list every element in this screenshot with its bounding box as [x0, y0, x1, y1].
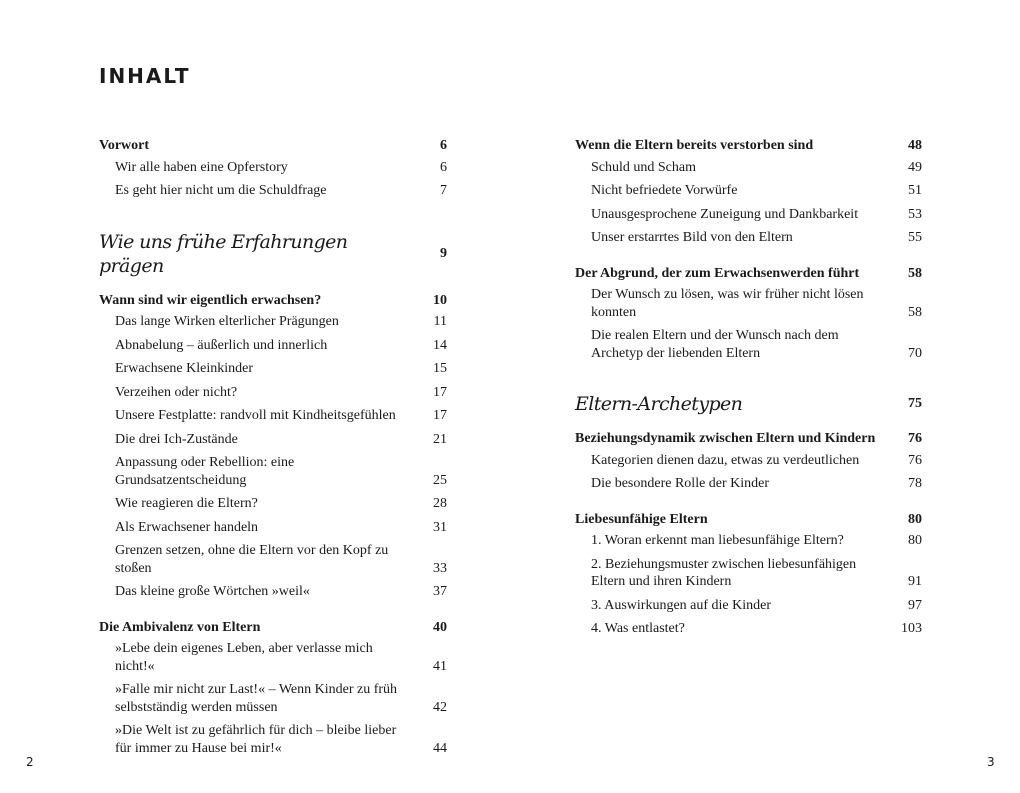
toc-entry: [99, 454, 447, 489]
toc-entry: [99, 384, 447, 402]
toc-entry-title: »Die Welt ist zu gefährlich für dich – bleibe lieber für immer zu Hause bei mir!«: [115, 723, 397, 756]
toc-chapter: [99, 619, 447, 637]
page-number-right: 3: [987, 755, 995, 769]
toc-entry: [575, 532, 922, 550]
toc-entry-page: 28: [433, 496, 447, 511]
toc-chapter: [575, 511, 922, 529]
toc-entry-title: »Lebe dein eigenes Leben, aber verlasse mich nicht!«: [115, 641, 373, 674]
page-title: INHALT: [99, 64, 191, 88]
toc-entry-title: Die besondere Rolle der Kinder: [591, 476, 770, 491]
toc-entry-page: 42: [433, 699, 447, 715]
toc-entry-title: »Falle mir nicht zur Last!« – Wenn Kinder zu früh selbstständig werden müssen: [115, 682, 398, 715]
toc-entry-page: 80: [908, 511, 922, 527]
toc-entry-page: 37: [433, 584, 447, 599]
toc-entry: [575, 159, 922, 177]
toc-entry-page: 44: [433, 740, 447, 756]
toc-entry: [575, 206, 922, 224]
toc-entry: [575, 556, 922, 591]
toc-part-heading: [575, 392, 922, 416]
toc-entry-page: 6: [440, 159, 447, 175]
toc-entry-page: 40: [433, 619, 447, 635]
toc-part-heading: [99, 230, 447, 278]
toc-entry-title: Die drei Ich-Zustände: [115, 431, 238, 447]
toc-entry-page: 7: [440, 183, 447, 198]
toc-entry-page: 58: [908, 265, 922, 281]
toc-entry: [99, 431, 447, 449]
toc-entry-title: Das kleine große Wörtchen »weil«: [115, 584, 310, 599]
toc-entry-page: 97: [908, 597, 922, 613]
toc-entry-title: Beziehungsdynamik zwischen Eltern und Kindern: [575, 431, 876, 446]
toc-entry-page: 41: [433, 658, 447, 674]
toc-entry-page: 103: [901, 621, 922, 636]
toc-entry-page: 51: [908, 183, 922, 198]
toc-entry-title: Eltern-Archetypen: [575, 393, 743, 415]
toc-entry-title: Unser erstarrtes Bild von den Eltern: [591, 230, 793, 245]
toc-entry-title: Anpassung oder Rebellion: eine Grundsatzentscheidung: [115, 455, 295, 488]
toc-entry-title: Verzeihen oder nicht?: [115, 384, 238, 400]
toc-chapter: [575, 430, 922, 448]
toc-entry-page: 15: [433, 361, 447, 376]
toc-entry: [575, 452, 922, 470]
toc-entry-title: Wir alle haben eine Opferstory: [115, 159, 288, 175]
toc-entry-page: 25: [433, 472, 447, 488]
toc-entry-title: Wie reagieren die Eltern?: [115, 496, 258, 511]
toc-entry-page: 78: [908, 476, 922, 491]
toc-entry-title: 1. Woran erkennt man liebesunfähige Eltern?: [591, 533, 844, 548]
toc-entry-page: 91: [908, 574, 922, 589]
toc-entry-page: 76: [908, 431, 922, 446]
toc-entry: [99, 313, 447, 331]
toc-entry-title: Der Abgrund, der zum Erwachsenwerden führt: [575, 265, 860, 281]
toc-entry: [575, 597, 922, 615]
toc-entry-title: Das lange Wirken elterlicher Prägungen: [115, 314, 339, 329]
toc-entry-title: Kategorien dienen dazu, etwas zu verdeutlichen: [591, 452, 860, 468]
toc-chapter: [575, 137, 922, 155]
toc-entry-page: 6: [440, 138, 447, 153]
toc-entry-page: 53: [908, 206, 922, 222]
toc-entry-page: 9: [440, 245, 447, 261]
toc-entry-page: 70: [908, 345, 922, 361]
toc-entry-title: Der Wunsch zu lösen, was wir früher nicht lösen konnten: [591, 287, 864, 320]
toc-entry-title: Die realen Eltern und der Wunsch nach dem Archetyp der liebenden Eltern: [591, 328, 839, 361]
toc-chapter: [575, 265, 922, 283]
page-number-left: 2: [26, 755, 34, 769]
toc-entry-title: 4. Was entlastet?: [591, 621, 685, 636]
toc-entry-title: Grenzen setzen, ohne die Eltern vor den Kopf zu stoßen: [115, 543, 389, 576]
toc-entry: [575, 286, 922, 321]
toc-entry-page: 11: [433, 314, 447, 329]
toc-entry-title: Erwachsene Kleinkinder: [115, 361, 253, 376]
toc-entry-page: 31: [433, 519, 447, 535]
toc-entry-page: 76: [908, 452, 922, 468]
toc-entry-title: Vorwort: [99, 138, 150, 153]
toc-entry-title: Unsere Festplatte: randvoll mit Kindheitsgefühlen: [115, 408, 396, 423]
toc-entry-page: 48: [908, 138, 922, 153]
toc-entry-title: Als Erwachsener handeln: [115, 519, 259, 535]
toc-entry-page: 14: [433, 337, 447, 353]
toc-entry-title: Liebesunfähige Eltern: [575, 511, 708, 527]
toc-entry-page: 33: [433, 560, 447, 576]
toc-column-right: [575, 137, 922, 638]
toc-entry-page: 55: [908, 230, 922, 245]
toc-entry: [99, 337, 447, 355]
toc-entry-page: 49: [908, 159, 922, 175]
toc-entry: [99, 681, 447, 716]
toc-entry: [575, 620, 922, 638]
toc-entry: [575, 327, 922, 362]
toc-entry: [99, 722, 447, 757]
toc-entry-title: Wenn die Eltern bereits verstorben sind: [575, 138, 814, 153]
toc-entry-title: 3. Auswirkungen auf die Kinder: [591, 597, 772, 613]
toc-entry-page: 58: [908, 304, 922, 320]
toc-chapter: [99, 137, 447, 155]
toc-entry: [99, 583, 447, 601]
toc-entry: [99, 360, 447, 378]
toc-entry-title: Abnabelung – äußerlich und innerlich: [115, 337, 328, 353]
toc-entry: [575, 229, 922, 247]
toc-entry: [99, 495, 447, 513]
toc-entry-title: Wie uns frühe Erfahrungen prägen: [99, 230, 348, 277]
toc-entry-page: 17: [433, 408, 447, 423]
toc-column-left: [99, 137, 447, 757]
toc-entry-title: Die Ambivalenz von Eltern: [99, 619, 261, 635]
toc-entry: [99, 640, 447, 675]
toc-entry: [575, 182, 922, 200]
toc-entry: [99, 159, 447, 177]
toc-entry-page: 21: [433, 431, 447, 447]
toc-entry-page: 80: [908, 533, 922, 548]
toc-entry-title: Schuld und Scham: [591, 159, 696, 175]
toc-entry-page: 10: [433, 292, 447, 308]
toc-entry-title: Unausgesprochene Zuneigung und Dankbarkeit: [591, 206, 859, 222]
toc-entry: [575, 475, 922, 493]
toc-entry: [99, 519, 447, 537]
toc-entry: [99, 182, 447, 200]
toc-entry-page: 75: [908, 396, 922, 412]
toc-entry-title: Es geht hier nicht um die Schuldfrage: [115, 183, 327, 198]
toc-entry-title: Wann sind wir eigentlich erwachsen?: [99, 292, 322, 308]
toc-entry: [99, 407, 447, 425]
toc-entry-title: Nicht befriedete Vorwürfe: [591, 183, 738, 198]
toc-entry-page: 17: [433, 384, 447, 400]
toc-entry: [99, 542, 447, 577]
toc-entry-title: 2. Beziehungsmuster zwischen liebesunfähigen Eltern und ihren Kindern: [591, 556, 857, 589]
toc-chapter: [99, 292, 447, 310]
